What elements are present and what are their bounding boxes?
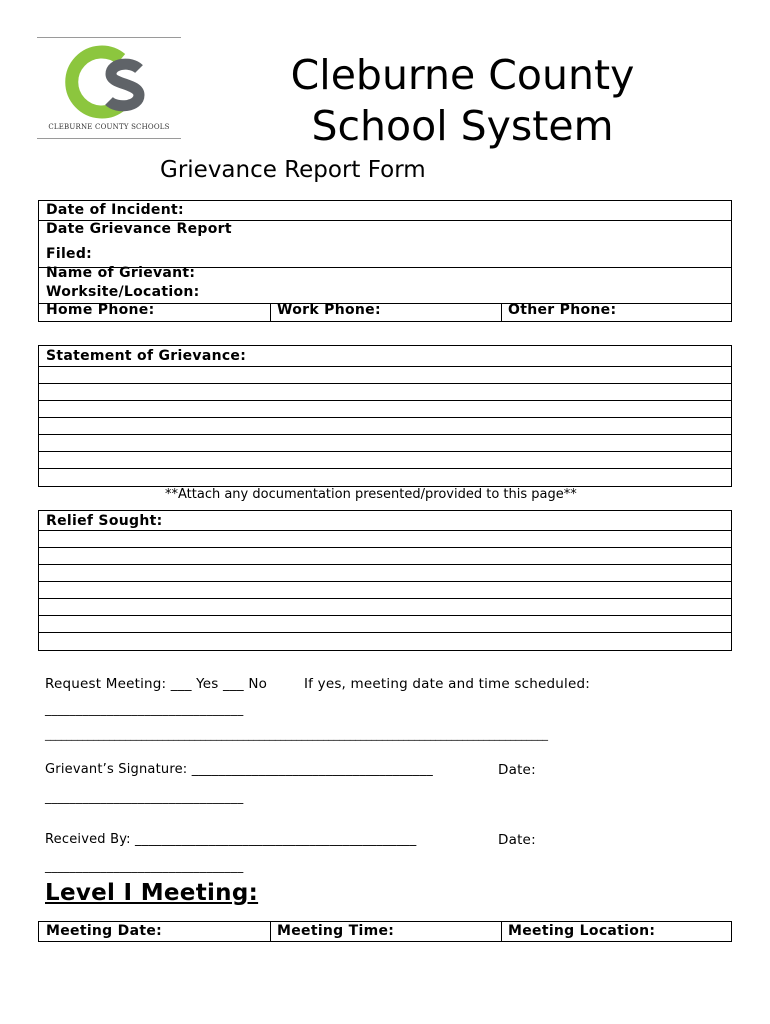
date-report-label: Date Grievance Report (46, 221, 232, 237)
writing-line (39, 530, 731, 531)
title-line-1: Cleburne County (290, 51, 635, 99)
relief-table (38, 510, 732, 651)
phone-row (39, 303, 731, 321)
statement-table (38, 345, 732, 487)
received-by-line: Received By: __________________________________________ (45, 832, 417, 847)
writing-line (39, 632, 731, 633)
writing-line (39, 581, 731, 582)
signature-date-label: Date: (498, 762, 536, 778)
form-subtitle: Grievance Report Form (160, 157, 426, 183)
grievant-name-row (39, 267, 731, 285)
writing-line (39, 615, 731, 616)
relief-label: Relief Sought: (46, 513, 163, 529)
received-date-label: Date: (498, 832, 536, 848)
ccs-logo-icon (59, 43, 159, 127)
date-report-filed-label: Filed: (46, 246, 93, 262)
title-line-2: School System (311, 102, 614, 150)
writing-line (39, 564, 731, 565)
writing-line (39, 434, 731, 435)
worksite-label: Worksite/Location: (46, 284, 200, 300)
report-filed-row (39, 220, 731, 268)
writing-line (39, 468, 731, 469)
writing-line (39, 383, 731, 384)
schedule-blank-long: ______________________________________________________________________________________________ (45, 728, 548, 741)
other-phone-label: Other Phone: (508, 302, 617, 318)
writing-line (39, 417, 731, 418)
phone-divider (501, 303, 502, 321)
writing-line (39, 400, 731, 401)
attach-note: **Attach any documentation presented/provided to this page** (165, 487, 577, 502)
incident-date-row (39, 201, 731, 221)
logo-top-rule (37, 37, 181, 38)
logo-bottom-rule (37, 138, 181, 139)
statement-label: Statement of Grievance: (46, 348, 247, 364)
signature-date-blank: ________________________________ (45, 790, 244, 804)
writing-line (39, 598, 731, 599)
meeting-location-label: Meeting Location: (508, 923, 656, 939)
schedule-blank-short: ________________________________ (45, 702, 244, 716)
meeting-time-label: Meeting Time: (277, 923, 395, 939)
work-phone-label: Work Phone: (277, 302, 381, 318)
writing-line (39, 547, 731, 548)
level-1-heading: Level I Meeting: (45, 880, 259, 906)
writing-line (39, 366, 731, 367)
incident-info-table (38, 200, 732, 322)
school-logo (37, 37, 181, 141)
grievant-signature-line: Grievant’s Signature: ____________________________________ (45, 762, 433, 777)
meeting-scheduled-text: If yes, meeting date and time scheduled: (304, 676, 590, 692)
logo-org-name: CLEBURNE COUNTY SCHOOLS (48, 123, 170, 131)
page-title (240, 50, 685, 152)
home-phone-label: Home Phone: (46, 302, 155, 318)
level-1-meeting-table (38, 921, 732, 942)
meeting-date-label: Meeting Date: (46, 923, 163, 939)
phone-divider (270, 303, 271, 321)
meeting-divider (501, 922, 502, 941)
meeting-divider (270, 922, 271, 941)
writing-line (39, 451, 731, 452)
request-meeting-text: Request Meeting: ___ Yes ___ No (45, 676, 268, 692)
received-date-blank: ________________________________ (45, 859, 244, 873)
grievant-name-label: Name of Grievant: (46, 265, 196, 281)
date-of-incident-label: Date of Incident: (46, 202, 184, 218)
